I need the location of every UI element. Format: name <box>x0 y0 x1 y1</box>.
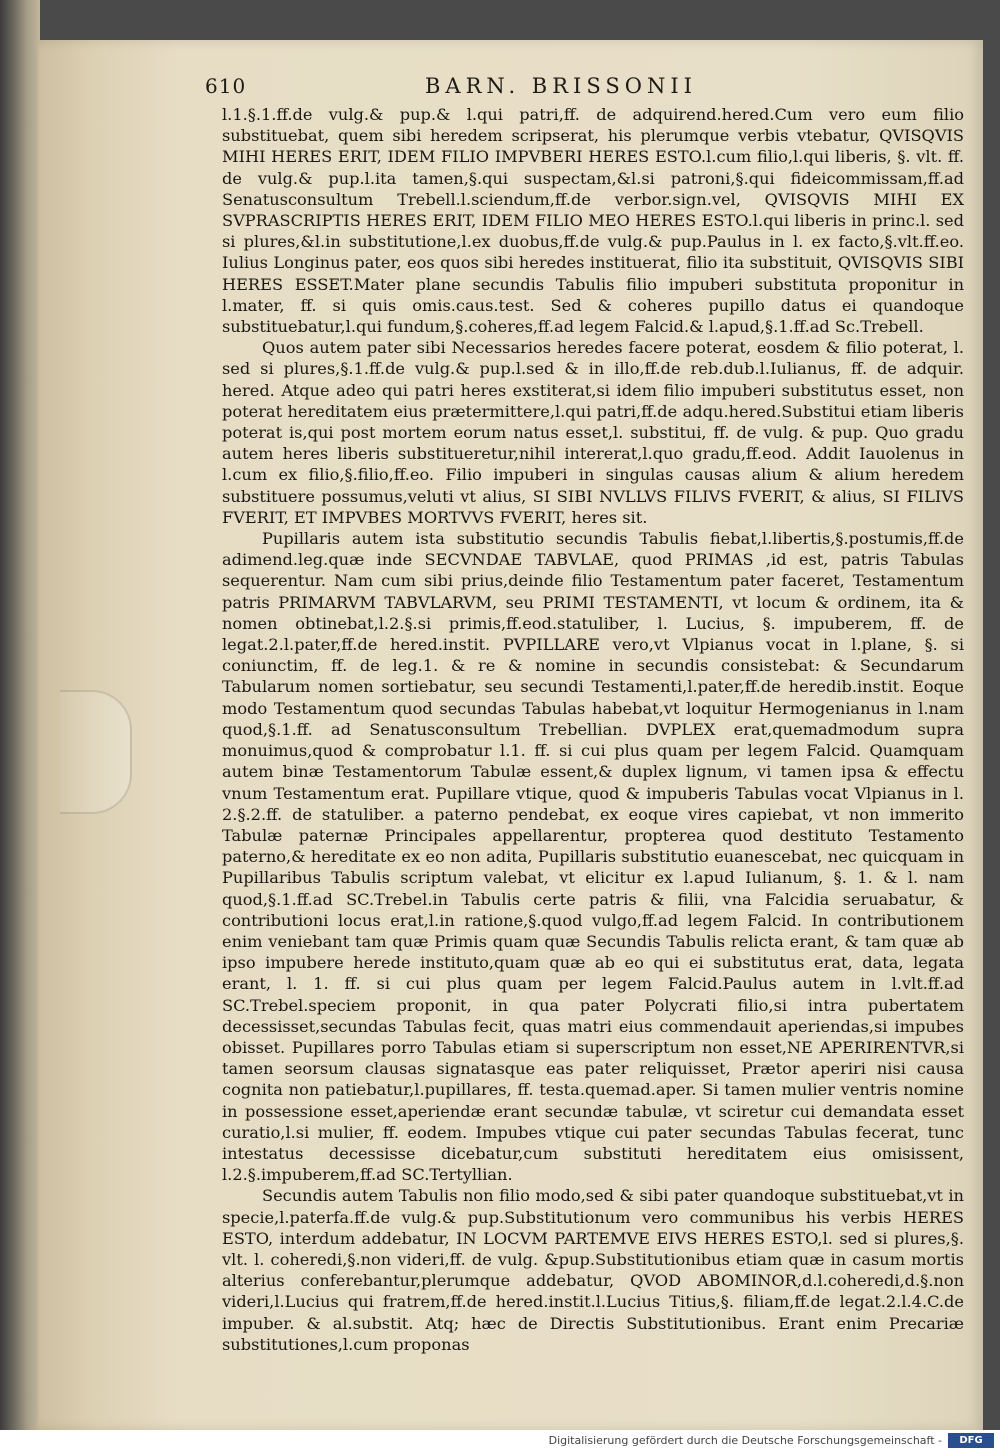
paragraph-1: l.1.§.1.ff.de vulg.& pup.& l.qui patri,ff. de adquirend.hered.Cum vero eum filio substituebat, quem sibi heredem scripserat, his plerumque verbis vtebatur, QVISQVIS MIHI HERES ERIT, IDEM FILIO IMPVBERI HERES ESTO.l.cum filio,l.qui liberis, §. vlt. ff. de vulg.& pup.l.ita tamen,§.qui suspectam,&l.si patroni,§.qui fideicommissam,ff.ad Senatusconsultum Trebell.l.sciendum,ff.de verbor.sign.vel, QVISQVIS MIHI EX SVPRASCRIPTIS HERES ERIT, IDEM FILIO MEO HERES ESTO.l.qui liberis in princ.l. sed si plures,&l.in substitutione,l.ex duobus,ff.de vulg.& pup.Paulus in l. ex facto,§.vlt.ff.eo. Iulius Longinus pater, eos quos sibi heredes instituerat, filio ita substituit, QVISQVIS SIBI HERES ESSET.Mater plane secundis Tabulis filio impuberi substituta proponitur in l.mater, ff. si quis omis.caus.test. Sed & coheres pupillo datus ei quandoque substituebatur,l.qui fundum,§.coheres,ff.ad legem Falcid.& l.apud,§.1.ff.ad Sc.Trebell. <box>222 105 964 337</box>
body-text <box>222 104 964 1355</box>
dfg-logo: DFG <box>948 1433 994 1448</box>
book-edge <box>0 0 40 1452</box>
page-number: 610 <box>205 74 247 98</box>
paragraph-4: Secundis autem Tabulis non filio modo,sed & sibi pater quandoque substituebat,vt in specie,l.paterfa.ff.de vulg.& pup.Substitutionum vero communibus his verbis HERES ESTO, interdum addebatur, IN LOCVM PARTEMVE EIVS HERES ESTO,l. sed si plures,§. vlt. l. coheredi,§.non videri,ff. de vulg. &pup.Substitutionibus etiam quæ in casum mortis alterius conferebantur,plerumque addebatur, QVOD ABOMINOR,d.l.coheredi,d.§.non videri,l.Lucius qui fratrem,ff.de hered.instit.l.Lucius Titius,§. filiam,ff.de legat.2.l.4.C.de impuber. & al.substit. Atq; hæc de Directis Substitutionibus. Erant enim Precariæ substitutiones,l.cum proponas <box>222 1186 964 1354</box>
page-header <box>205 74 965 102</box>
footer-credit: Digitalisierung gefördert durch die Deutsche Forschungsgemeinschaft - <box>548 1434 942 1447</box>
paragraph-2: Quos autem pater sibi Necessarios heredes facere poterat, eosdem & filio poterat, l. sed si plures,§.1.ff.de vulg.& pup.l.sed & in illo,ff.de reb.dub.l.Iulianus, ff. de adquir. hered. Atque adeo qui patri heres exstiterat,si idem filio impuberi substitutus esset, non poterat hereditatem eius prætermittere,l.qui patri,ff.de adqu.hered.Substitui etiam liberis poterat is,qui post mortem eorum natus esset,l. substitui, ff. de vulg. & pup. Quo gradu autem heres liberis substitueretur,nihil intererat,l.quo gradu,ff.eod. Addit Iauolenus in l.cum ex filio,§.filio,ff.eo. Filio impuberi in singulas causas alium & alium heredem substituere possumus,veluti vt alius, SI SIBI NVLLVS FILIVS FVERIT, & alius, SI FILIVS FVERIT, ET IMPVBES MORTVVS FVERIT, heres sit. <box>222 338 964 527</box>
paragraph-3: Pupillaris autem ista substitutio secundis Tabulis fiebat,l.libertis,§.postumis,ff.de adimend.leg.quæ inde SECVNDAE TABVLAE, quod PRIMAS ,id est, patris Tabulas sequerentur. Nam cum sibi prius,deinde filio Testamentum pater faceret, Testamentum patris PRIMARVM TABVLARVM, seu PRIMI TESTAMENTI, vt locum & ordinem, ita & nomen obtinebat,l.2.§.si primis,ff.eod.statuliber, l. Lucius, §. impuberem, ff. de legat.2.l.pater,ff.de hered.instit. PVPILLARE vero,vt Vlpianus vocat in l.plane, §. si coniunctim, ff. de leg.1. & re & nomine in secundis consistebat: & Secundarum Tabularum nomen sortiebatur, seu secundi Testamenti,l.pater,ff.de heredib.instit. Eoque modo Testamentum quod secundas Tabulas habebat,vt loquitur Hermogenianus in l.nam quod,§.1.ff. ad Senatusconsultum Trebellian. DVPLEX erat,quemadmodum supra monuimus,quod & comprobatur l.1. ff. si cui plus quam per legem Falcid. Quamquam autem binæ Testamentorum Tabulæ essent,& duplex lignum, vi tamen ipsa & effectu vnum Testamentum erat. Pupillare vtique, quod & impuberis Tabulas vocat Vlpianus in l. 2.§.2.ff. de statuliber. a paterno pendebat, ex eoque vires capiebat, vt non immerito Tabulæ paternæ Principales appellarentur, propterea quod destituto Testamento paterno,& hereditate ex eo non adita, Pupillaris substitutio euanescebat, nec quicquam in Pupillaribus Tabulis scriptum valebat, vt elicitur ex l.apud Iulianum, §. 1. & l. nam quod,§.1.ff.ad SC.Trebel.in Tabulis certe patris & filii, vna Falcidia seruabatur, & contributioni locus erat,l.in ratione,§.quod vulgo,ff.ad legem Falcid. In contributionem enim veniebant tam quæ Primis quam quæ Secundis Tabulis relicta erant, & tam quæ ab ipso impubere herede instituto,quam quæ ab eo qui ei substitutus erat, data, legata erant, l. 1. ff. si cui plus quam per legem Falcid.Paulus autem in l.vlt.ff.ad SC.Trebel.speciem proponit, in qua pater Polycrati filio,si intra pubertatem decessisset,secundas Tabulas fecit, quas matri eius commendauit aperiendas,si impubes obisset. Pupillares porro Tabulas etiam si superscriptum non esset,NE APERIRENTVR,si tamen seorsum clausas signatasque eas pater reliquisset, Prætor aperiri nisi causa cognita non patiebatur,l.pupillares, ff. testa.quemad.aper. Si tamen mulier ventris nomine in possessione esset,aperiendæ erant secundæ tabulæ, vt sciretur cui demandata esset curatio,l.si mulier, ff. eodem. Impubes vtique cui pater secundas Tabulas fecerat, tunc intestatus decessisse dicebatur,cum substituti hereditatem eius omisissent, l.2.§.impuberem,ff.ad SC.Tertyllian. <box>222 529 964 1185</box>
footer-bar <box>0 1430 1000 1452</box>
page-band <box>60 690 132 814</box>
running-head: BARN. BRISSONII <box>425 74 697 98</box>
